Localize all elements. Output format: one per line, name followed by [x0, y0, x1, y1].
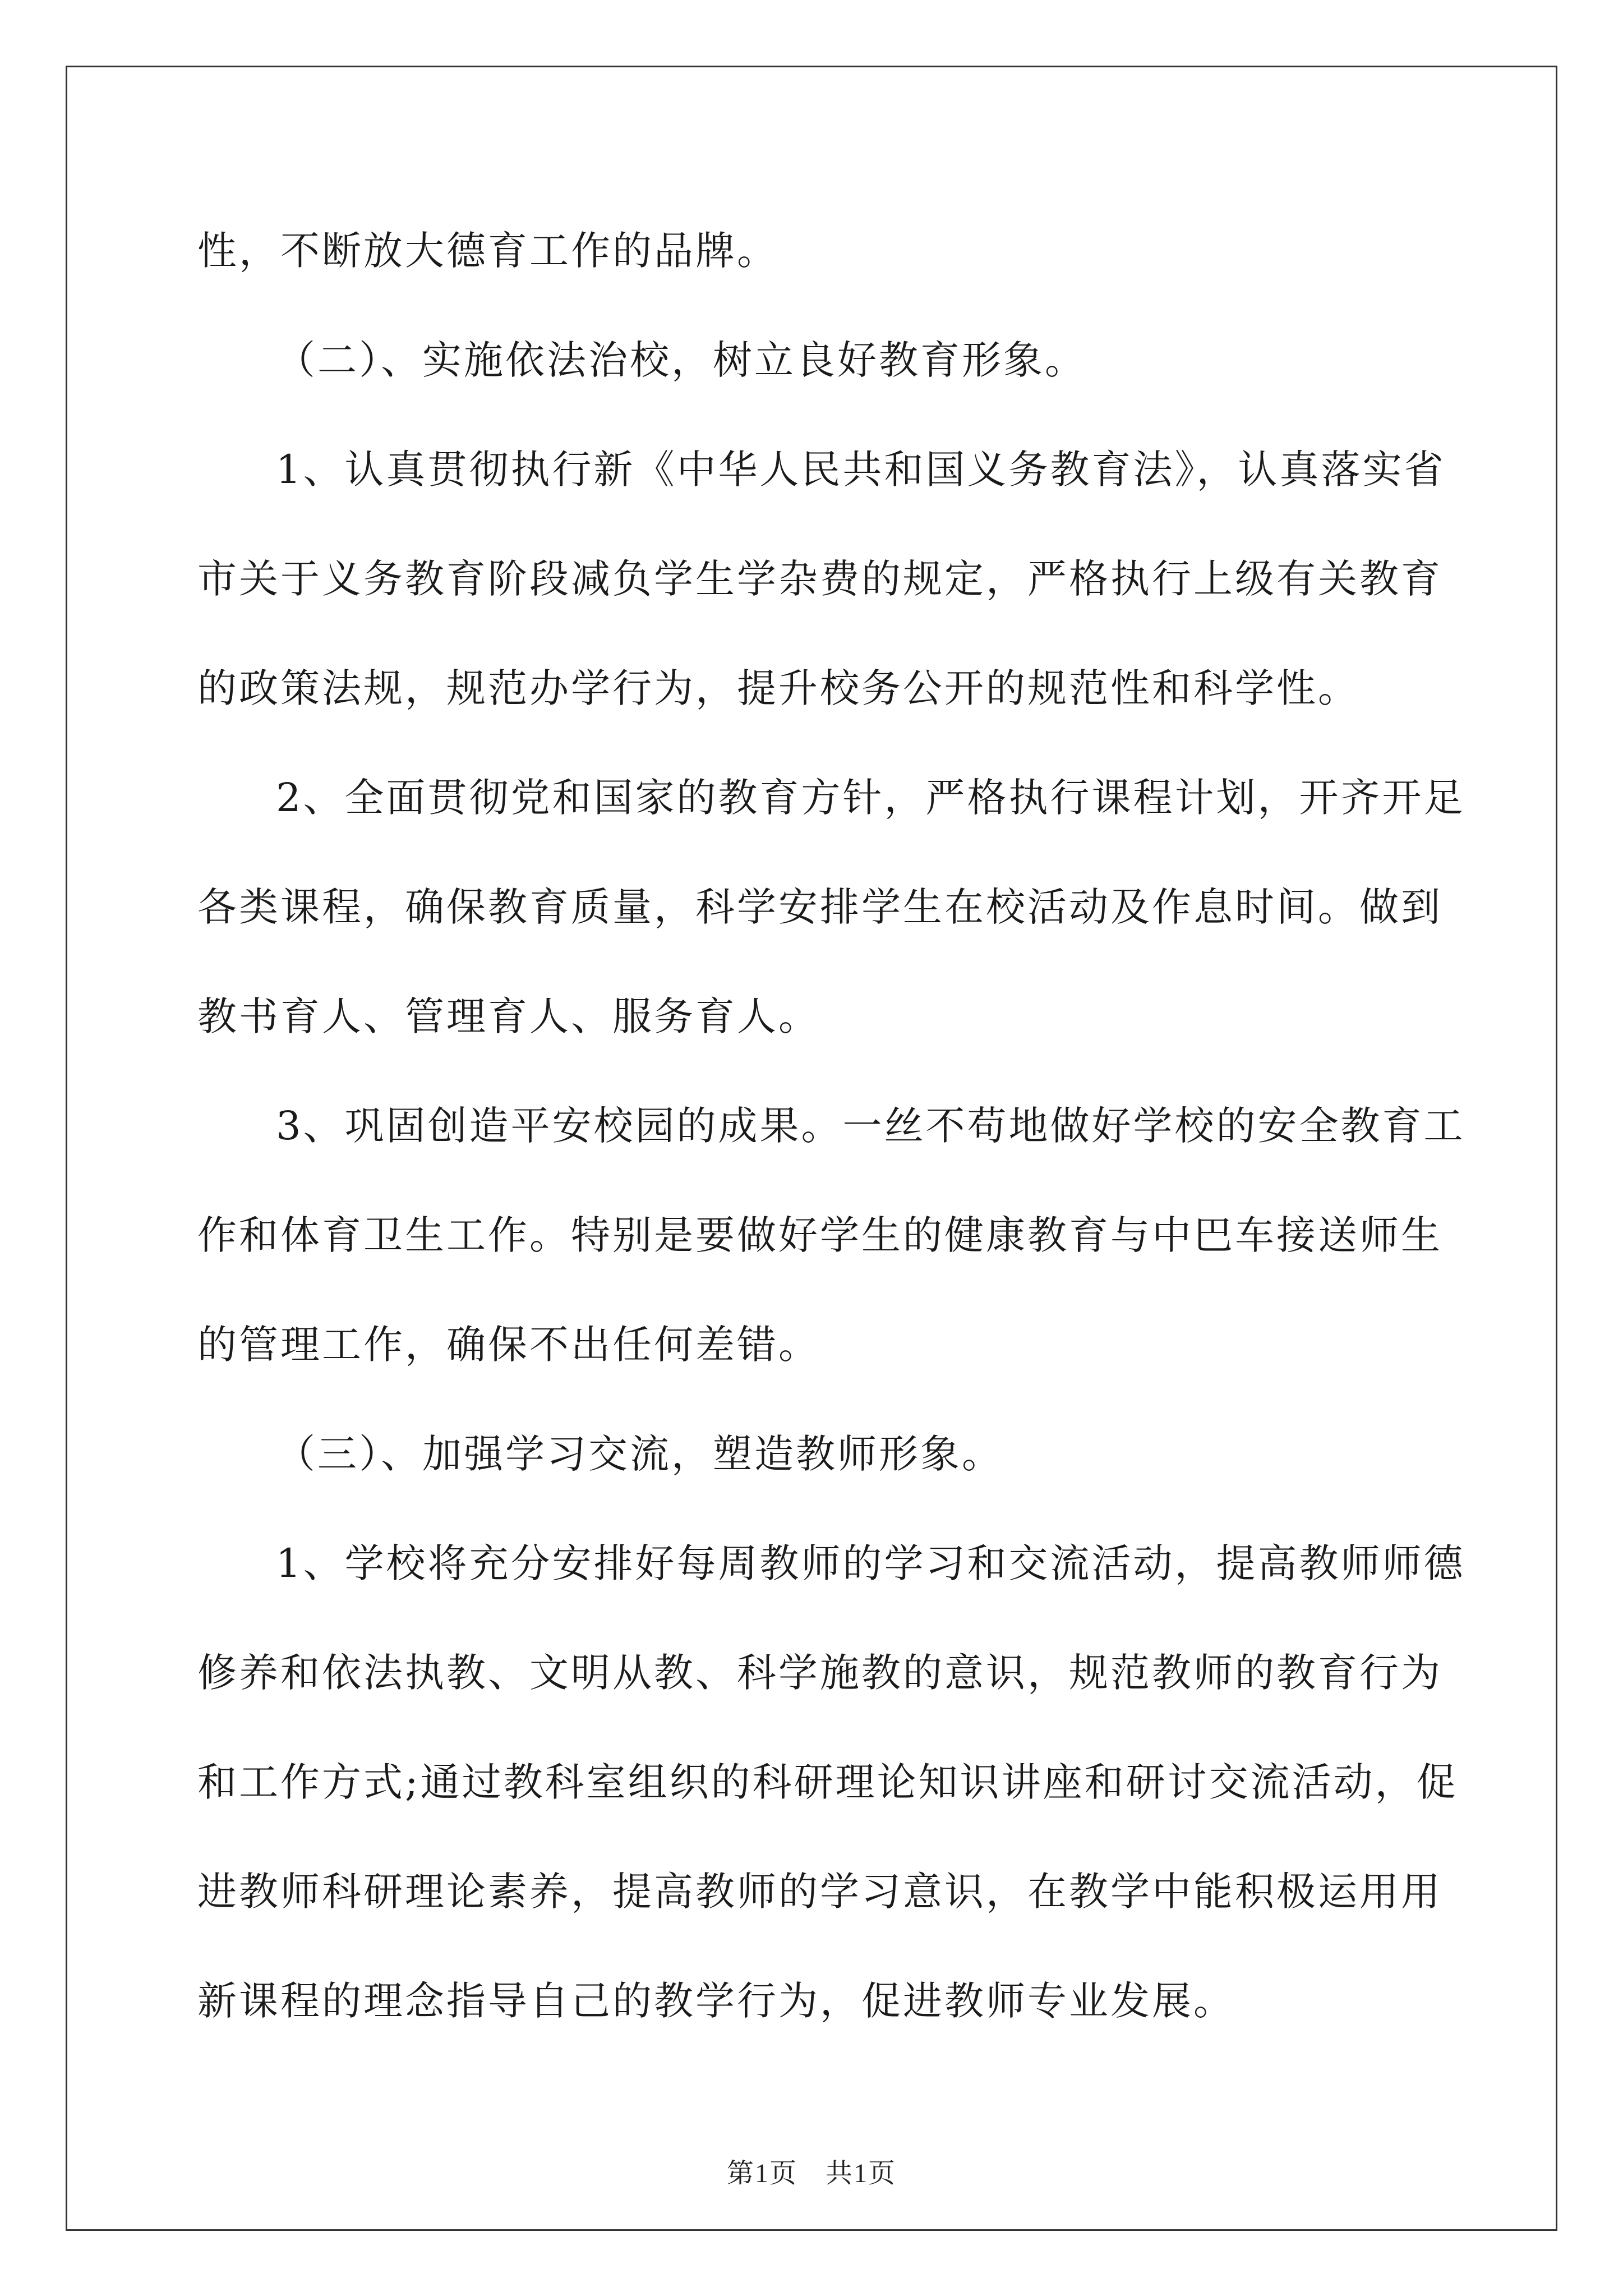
text-line: 性，不断放大德育工作的品牌。 [197, 228, 778, 274]
text-line: 3、巩固创造平安校园的成果。一丝不苟地做好学校的安全教育工 [276, 1103, 1465, 1149]
text-line: 作和体育卫生工作。特别是要做好学生的健康教育与中巴车接送师生 [197, 1212, 1442, 1258]
text-line: 进教师科研理论素养，提高教师的学习意识，在教学中能积极运用用 [197, 1869, 1442, 1915]
section-heading: （二）、实施依法治校，树立良好教育形象。 [276, 337, 1086, 383]
text-line: 1、认真贯彻执行新《中华人民共和国义务教育法》，认真落实省 [276, 447, 1446, 493]
text-line: 2、全面贯彻党和国家的教育方针，严格执行课程计划，开齐开足 [276, 775, 1465, 821]
page-number: 第1页 共1页 [726, 2159, 896, 2188]
document-body [197, 196, 1465, 2056]
text-line: 的政策法规，规范办学行为，提升校务公开的规范性和科学性。 [197, 665, 1359, 711]
section-heading: （三）、加强学习交流，塑造教师形象。 [276, 1431, 1003, 1477]
text-line: 市关于义务教育阶段减负学生学杂费的规定，严格执行上级有关教育 [197, 556, 1442, 602]
text-line: 1、学校将充分安排好每周教师的学习和交流活动，提高教师师德 [276, 1540, 1465, 1586]
text-line: 教书育人、管理育人、服务育人。 [197, 993, 820, 1039]
text-line: 的管理工作，确保不出任何差错。 [197, 1322, 820, 1368]
text-line: 各类课程，确保教育质量，科学安排学生在校活动及作息时间。做到 [197, 884, 1442, 930]
text-line: 新课程的理念指导自己的教学行为，促进教师专业发展。 [197, 1978, 1235, 2024]
text-line: 修养和依法执教、文明从教、科学施教的意识，规范教师的教育行为 [197, 1650, 1442, 1696]
text-line: 和工作方式;通过教科室组织的科研理论知识讲座和研讨交流活动，促 [197, 1759, 1458, 1805]
